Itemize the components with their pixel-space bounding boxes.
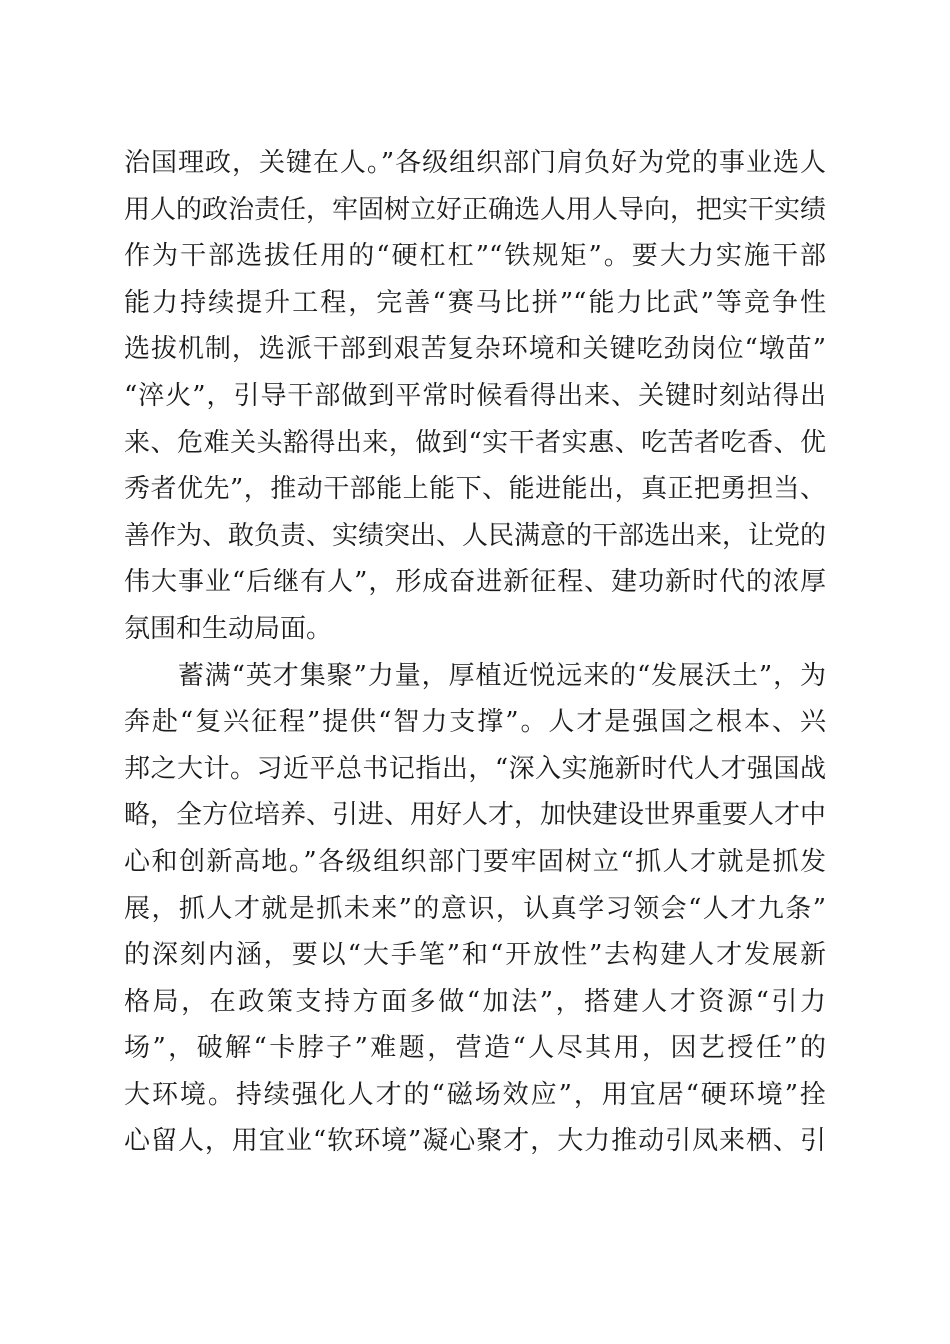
text-line: 蓄满“英才集聚”力量，厚植近悦远来的“发展沃土”，为: [124, 660, 826, 691]
text-line: 格局，在政策支持方面多做“加法”，搭建人才资源“引力: [124, 986, 826, 1017]
text-line: 来、危难关头豁得出来，做到“实干者实惠、吃苦者吃香、优: [124, 427, 826, 458]
text-line: 大环境。持续强化人才的“磁场效应”，用宜居“硬环境”拴: [124, 1079, 826, 1110]
text-line: 心留人，用宜业“软环境”凝心聚才，大力推动引凤来栖、引: [124, 1126, 826, 1157]
text-line: 伟大事业“后继有人”，形成奋进新征程、建功新时代的浓厚: [124, 567, 826, 598]
text-line: 氛围和生动局面。: [124, 613, 333, 644]
paragraph-1: [124, 140, 826, 653]
text-line: 邦之大计。习近平总书记指出，“深入实施新时代人才强国战: [124, 753, 826, 784]
text-line: “淬火”，引导干部做到平常时候看得出来、关键时刻站得出: [124, 380, 826, 411]
body-text: [124, 140, 826, 1165]
text-line: 心和创新高地。”各级组织部门要牢固树立“抓人才就是抓发: [124, 846, 826, 877]
paragraph-2: [124, 653, 826, 1166]
text-line: 奔赴“复兴征程”提供“智力支撑”。人才是强国之根本、兴: [124, 707, 826, 738]
text-line: 略，全方位培养、引进、用好人才，加快建设世界重要人才中: [124, 800, 827, 831]
text-line: 作为干部选拔任用的“硬杠杠”“铁规矩”。要大力实施干部: [124, 241, 826, 272]
text-line: 用人的政治责任，牢固树立好正确选人用人导向，把实干实绩: [124, 194, 827, 225]
text-line: 能力持续提升工程，完善“赛马比拼”“能力比武”等竞争性: [124, 287, 826, 318]
text-line: 善作为、敢负责、实绩突出、人民满意的干部选出来，让党的: [124, 520, 827, 551]
text-line: 选拔机制，选派干部到艰苦复杂环境和关键吃劲岗位“墩苗”: [124, 334, 826, 365]
text-line: 的深刻内涵，要以“大手笔”和“开放性”去构建人才发展新: [124, 940, 826, 971]
text-line: 秀者优先”，推动干部能上能下、能进能出，真正把勇担当、: [124, 474, 826, 505]
text-line: 场”，破解“卡脖子”难题，营造“人尽其用，因艺授任”的: [124, 1033, 826, 1064]
text-line: 治国理政，关键在人。”各级组织部门肩负好为党的事业选人: [124, 148, 826, 178]
text-line: 展，抓人才就是抓未来”的意识，认真学习领会“人才九条”: [124, 893, 826, 924]
